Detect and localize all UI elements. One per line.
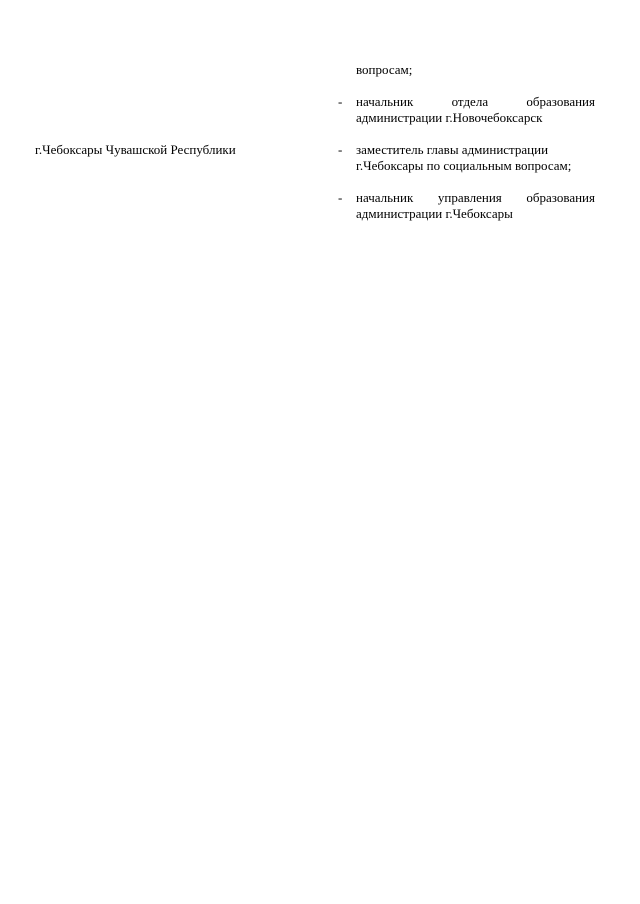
- left-column-text: г.Чебоксары Чувашской Республики: [35, 142, 236, 157]
- list-item-line: г.Чебоксары по социальным вопросам;: [356, 158, 572, 173]
- list-item-line: заместитель главы администрации: [356, 142, 549, 157]
- list-item-line: администрации г.Новочебоксарск: [356, 110, 543, 125]
- list-item: [338, 190, 595, 222]
- continuation-text: вопросам;: [356, 62, 413, 77]
- list-marker: -: [338, 190, 343, 205]
- list-item-line: начальник управления образования: [356, 190, 595, 205]
- list-item-line: начальник отдела образования: [356, 94, 595, 109]
- list-item-line: администрации г.Чебоксары: [356, 206, 513, 221]
- list-marker: -: [338, 94, 343, 109]
- list-marker: -: [338, 142, 343, 157]
- list-item: [338, 142, 595, 174]
- list-item: [338, 94, 595, 126]
